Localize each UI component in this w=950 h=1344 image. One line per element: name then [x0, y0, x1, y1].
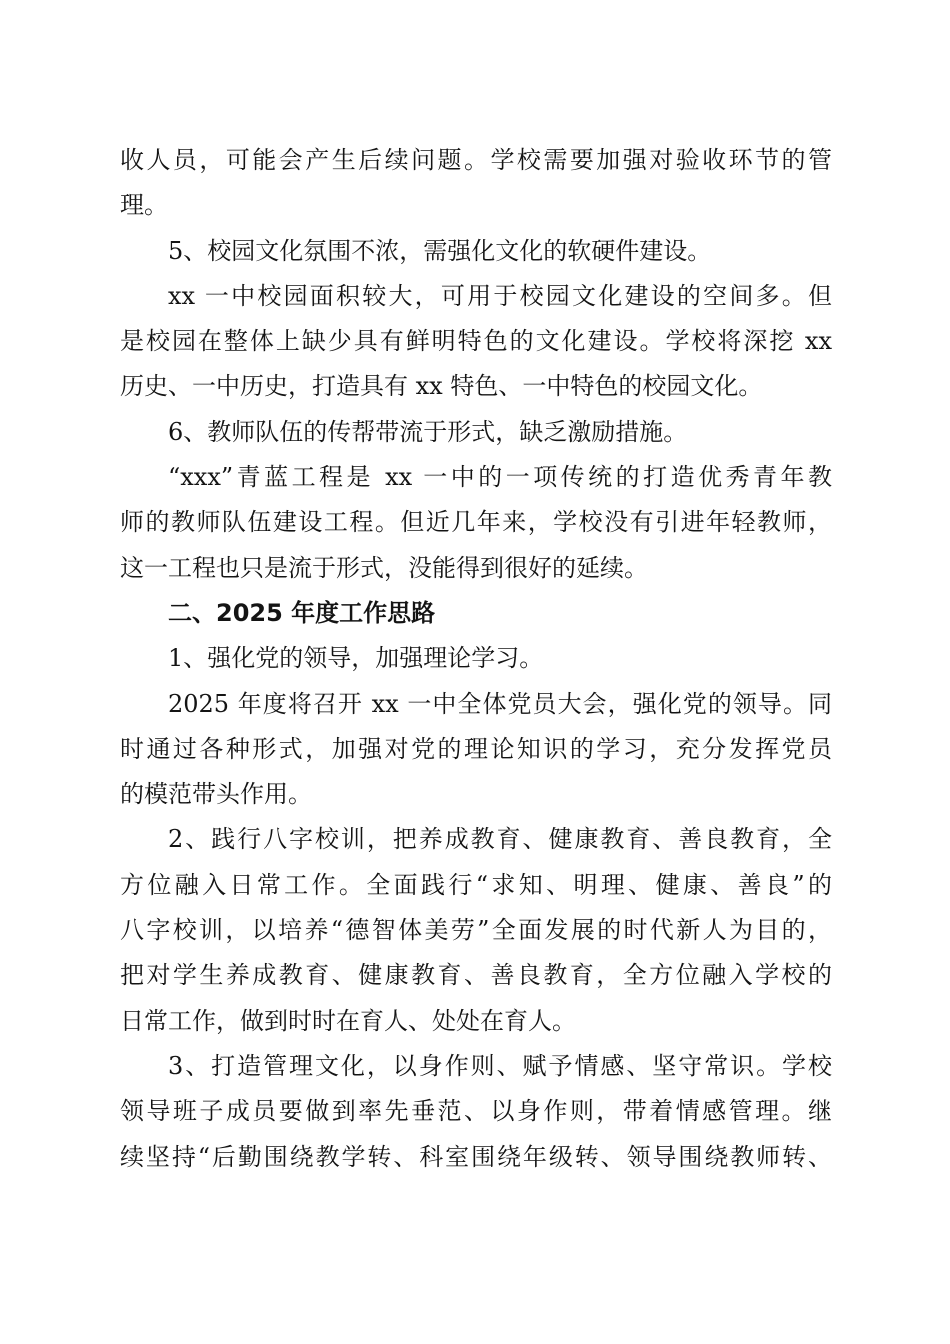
paragraph-line: 收人员，可能会产生后续问题。学校需要加强对验收环节的管	[120, 146, 832, 174]
section-heading: 二、2025 年度工作思路	[168, 598, 436, 627]
paragraph-line: 是校园在整体上缺少具有鲜明特色的文化建设。学校将深挖 xx	[120, 327, 832, 356]
paragraph-line: 历史、一中历史，打造具有 xx 特色、一中特色的校园文化。	[120, 372, 763, 401]
subheading-3: 3、打造管理文化，以身作则、赋予情感、坚守常识。学校	[168, 1051, 832, 1080]
paragraph-line: 师的教师队伍建设工程。但近几年来，学校没有引进年轻教师，	[120, 508, 832, 537]
paragraph-line: 续坚持“后勤围绕教学转、科室围绕年级转、领导围绕教师转、	[120, 1142, 832, 1171]
paragraph-line: 八字校训，以培养“德智体美劳”全面发展的时代新人为目的，	[120, 916, 832, 945]
paragraph-line: “xxx”青蓝工程是 xx 一中的一项传统的打造优秀青年教	[168, 463, 832, 492]
paragraph-line: 日常工作，做到时时在育人、处处在育人。	[120, 1006, 576, 1035]
document-body	[120, 138, 832, 1180]
paragraph-line: 方位融入日常工作。全面践行“求知、明理、健康、善良”的	[120, 870, 832, 899]
paragraph-line: 这一工程也只是流于形式，没能得到很好的延续。	[120, 553, 648, 582]
paragraph-line: xx 一中校园面积较大，可用于校园文化建设的空间多。但	[168, 281, 832, 310]
paragraph-line: 时通过各种形式，加强对党的理论知识的学习，充分发挥党员	[120, 734, 832, 763]
paragraph-line: 的模范带头作用。	[120, 780, 312, 809]
paragraph-line: 2025 年度将召开 xx 一中全体党员大会，强化党的领导。同	[168, 689, 832, 718]
paragraph-line: 理。	[120, 191, 168, 220]
subheading-6: 6、教师队伍的传帮带流于形式，缺乏激励措施。	[168, 417, 688, 446]
subheading-5: 5、校园文化氛围不浓，需强化文化的软硬件建设。	[168, 236, 712, 265]
paragraph-line: 把对学生养成教育、健康教育、善良教育，全方位融入学校的	[120, 961, 832, 990]
subheading-1: 1、强化党的领导，加强理论学习。	[168, 644, 544, 673]
paragraph-line: 领导班子成员要做到率先垂范、以身作则，带着情感管理。继	[120, 1097, 832, 1126]
subheading-2: 2、践行八字校训，把养成教育、健康教育、善良教育，全	[168, 825, 832, 854]
